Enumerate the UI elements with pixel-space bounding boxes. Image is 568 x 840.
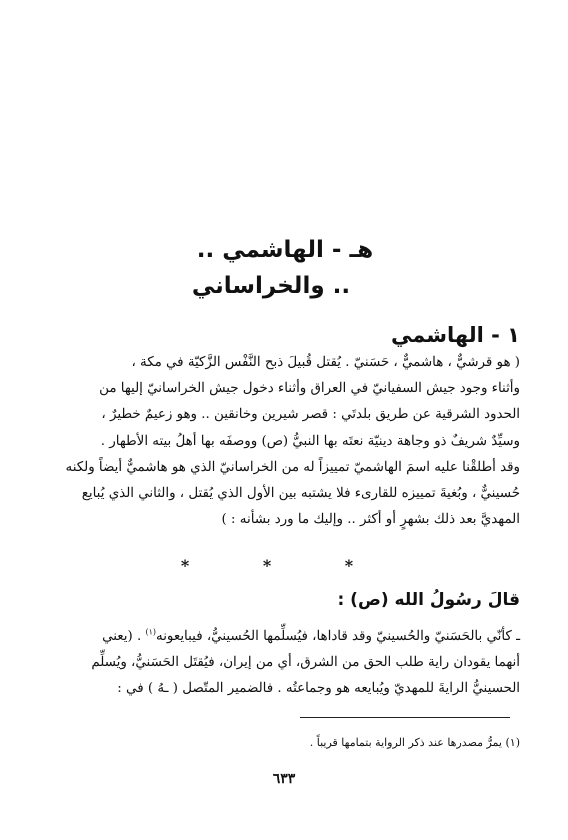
hadith-line-tail: . (يعني <box>102 629 142 644</box>
chapter-title-line-2: .. والخراساني <box>191 273 351 299</box>
body-line: وأثناء وجود جيش السفيانيّ في العراق وأثناء دخول جيش الخراسانيّ إليها من <box>99 381 520 397</box>
body-line: ( هو قرشيٌّ ، هاشميٌّ ، حَسَنيّ . يُقتل قُبيلَ ذبح النَّفْس الزَّكيّة في مكة ، <box>131 355 520 370</box>
hadith-line: أنهما يقودان راية طلب الحق من الشرق، أي من إيران، فيُقتَل الحَسَنيُّ، ويُسلِّم <box>91 655 520 671</box>
hadith-paragraph <box>50 624 520 703</box>
page-number: ٦٣٣ <box>272 771 296 787</box>
body-line: وقد أطلقْنا عليه اسمَ الهاشميّ تمييزاً له من الخراسانيّ الذي هو هاشميٌّ أيضاً ولكنه <box>65 459 520 475</box>
footnote-divider <box>300 717 510 718</box>
hadith-line: الحسينيُّ الرايةَ للمهديّ ويُبايعه هو وجماعتُه . فالضمير المتّصل ( ـهُ ) في : <box>117 681 520 697</box>
body-line: حُسينيٌّ ، وبُغيةَ تمييزه للقارىء فلا يشتبه بين الأول الذي يُقتل ، والثاني الذي يُبايع <box>81 486 520 502</box>
section-separator: * * * <box>180 556 388 575</box>
body-line: الحدود الشرقية عن طريق بلدتَي : قصر شيرين وخانقين .. وهو زعيمٌ خطيرٌ ، <box>101 407 520 423</box>
footnote: (١) يمرُّ مصدرها عند ذكر الرواية بتمامها قريباً . <box>309 736 520 749</box>
body-line: المهديَّ بعد ذلك بشهرٍ أو أكثر .. وإليك ما ورد بشأنه : ) <box>221 512 520 528</box>
hadith-line <box>50 624 520 650</box>
body-paragraph <box>50 350 520 533</box>
hadith-heading: قالَ رسُولُ الله (ص) : <box>337 590 520 610</box>
body-line: وسيِّدٌ شريفٌ ذو وجاهة دينيّة نعتَه بها النبيُّ (ص) ووصفَه بها أهلُ بيته الأطهار . <box>100 433 520 449</box>
footnote-reference[interactable]: (١) <box>145 627 157 637</box>
chapter-title <box>120 232 450 304</box>
chapter-title-line-1: هـ - الهاشمي .. <box>196 237 374 263</box>
section-heading: ١ - الهاشمي <box>391 323 520 347</box>
hadith-line-text: ـ كأنّي بالحَسَنيّ والحُسينيّ وقد قاداها، فيُسلِّمها الحُسينيُّ، فيبايعونه <box>156 629 520 644</box>
